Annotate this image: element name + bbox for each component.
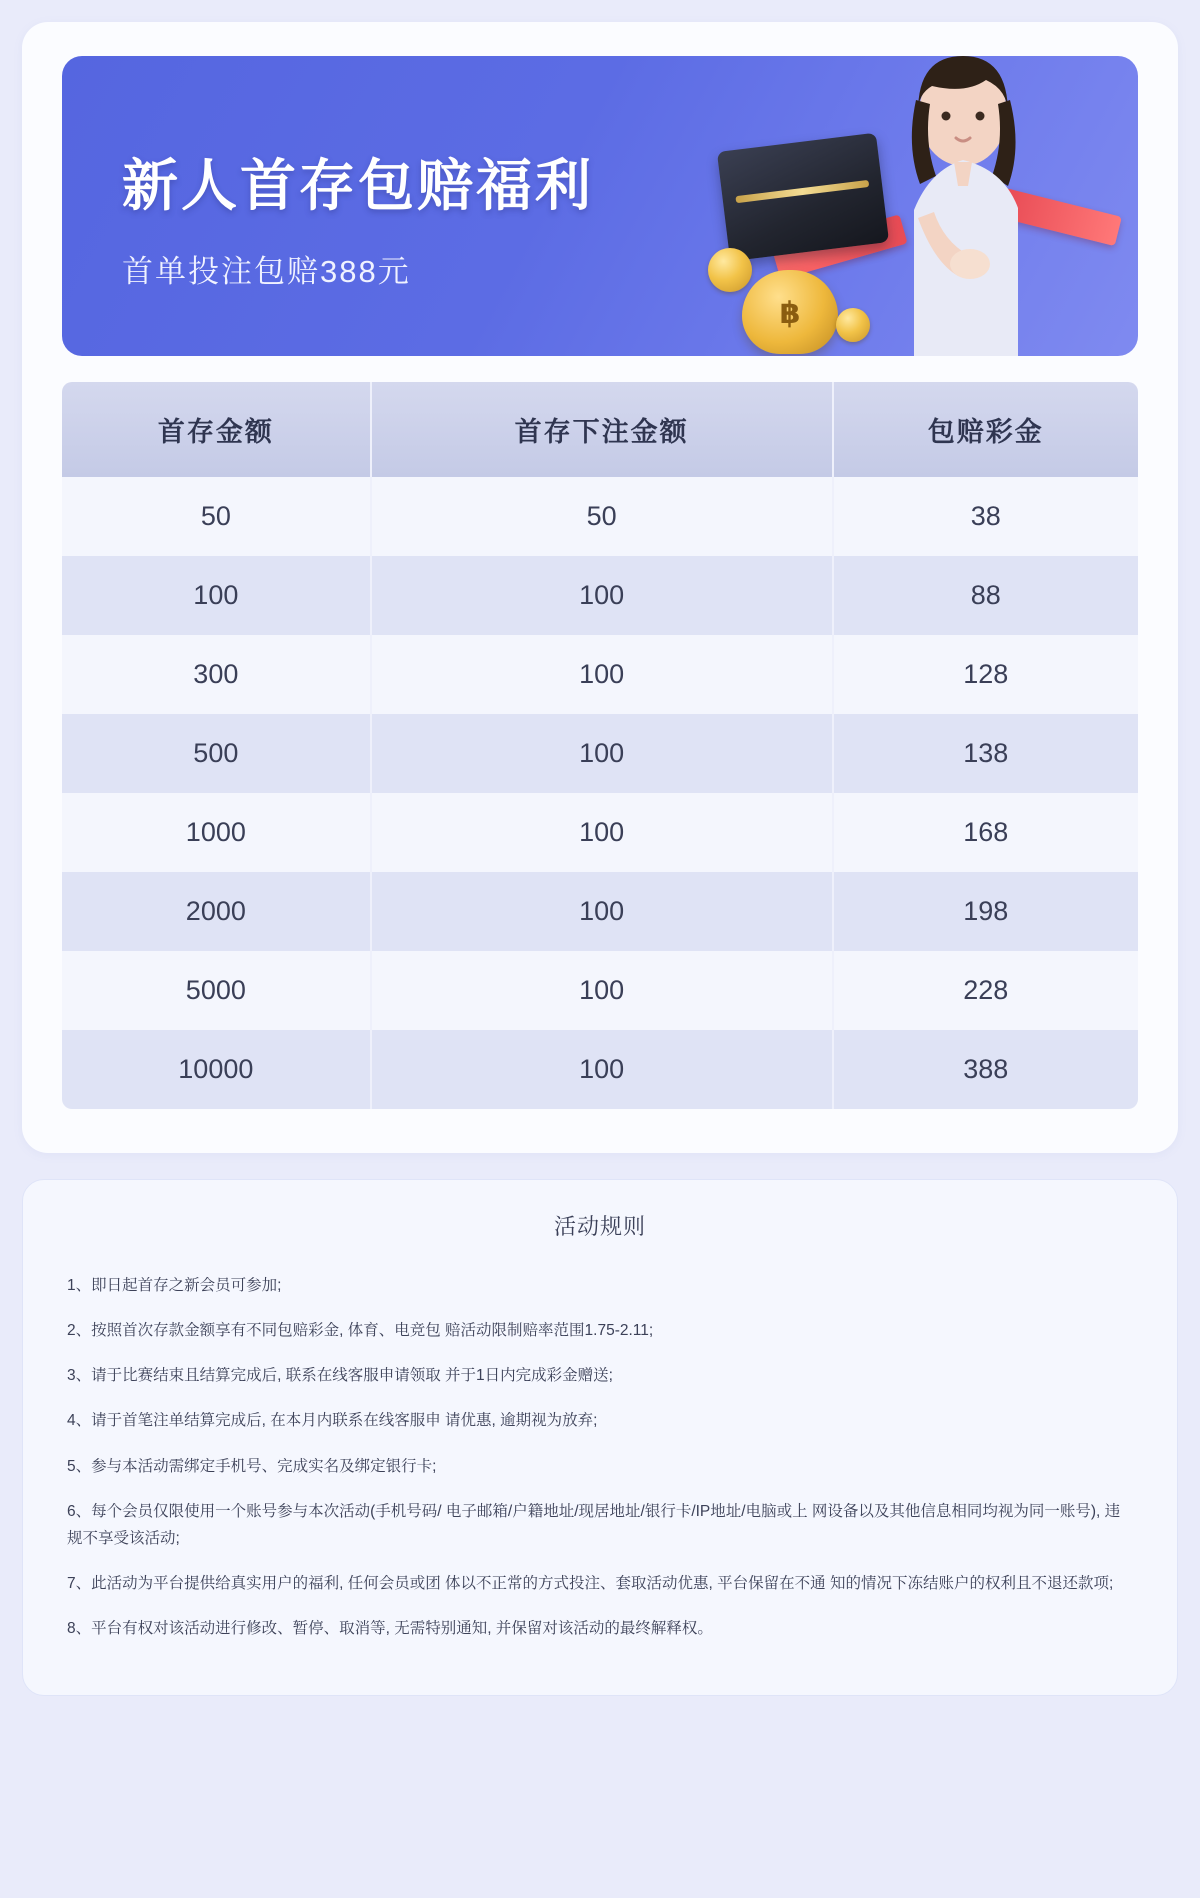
rule-item: 7、此活动为平台提供给真实用户的福利, 任何会员或团 体以不正常的方式投注、套取活动优惠, 平台保留在不通 知的情况下冻结账户的权利且不退还款项; bbox=[67, 1574, 1114, 1592]
cell-deposit: 5000 bbox=[62, 951, 372, 1030]
table-row bbox=[62, 714, 1138, 793]
reward-table bbox=[62, 382, 1138, 1109]
rule-item: 4、请于首笔注单结算完成后, 在本月内联系在线客服申 请优惠, 逾期视为放弃; bbox=[67, 1412, 598, 1430]
cell-bonus: 168 bbox=[834, 793, 1138, 872]
rule-item: 1、即日起首存之新会员可参加; bbox=[67, 1277, 282, 1294]
table-row bbox=[62, 793, 1138, 872]
table-header-bonus: 包赔彩金 bbox=[834, 382, 1138, 477]
table-header-row bbox=[62, 382, 1138, 477]
cell-bet: 50 bbox=[372, 477, 834, 556]
promotion-banner bbox=[62, 56, 1138, 356]
cell-bet: 100 bbox=[372, 556, 834, 635]
table-row bbox=[62, 1030, 1138, 1109]
cell-bet: 100 bbox=[372, 872, 834, 951]
table-row bbox=[62, 556, 1138, 635]
rule-item: 6、每个会员仅限使用一个账号参与本次活动(手机号码/ 电子邮箱/户籍地址/现居地址/银行卡/IP地址/电脑或上 网设备以及其他信息相同均视为同一账号), 违规不享受该活动; bbox=[67, 1502, 1121, 1547]
girl-illustration bbox=[858, 56, 1068, 356]
table-row bbox=[62, 951, 1138, 1030]
rule-item: 8、平台有权对该活动进行修改、暂停、取消等, 无需特别通知, 并保留对该活动的最终解释权。 bbox=[67, 1620, 713, 1637]
table-header-deposit: 首存金额 bbox=[62, 382, 372, 477]
cell-bonus: 128 bbox=[834, 635, 1138, 714]
cell-bonus: 228 bbox=[834, 951, 1138, 1030]
coin-icon bbox=[708, 248, 752, 292]
table-row bbox=[62, 635, 1138, 714]
cell-bet: 100 bbox=[372, 1030, 834, 1109]
cell-bet: 100 bbox=[372, 793, 834, 872]
cell-bonus: 198 bbox=[834, 872, 1138, 951]
rule-item: 5、参与本活动需绑定手机号、完成实名及绑定银行卡; bbox=[67, 1457, 437, 1475]
rules-title: 活动规则 bbox=[553, 1214, 646, 1239]
cell-bet: 100 bbox=[372, 714, 834, 793]
table-row bbox=[62, 477, 1138, 556]
cell-deposit: 2000 bbox=[62, 872, 372, 951]
table-row bbox=[62, 872, 1138, 951]
cell-deposit: 100 bbox=[62, 556, 372, 635]
banner-text-block bbox=[122, 142, 594, 291]
banner-title: 新人首存包赔福利 bbox=[122, 154, 594, 217]
cell-bonus: 88 bbox=[834, 556, 1138, 635]
cell-deposit: 50 bbox=[62, 477, 372, 556]
cell-bet: 100 bbox=[372, 951, 834, 1030]
reward-table-body bbox=[62, 477, 1138, 1109]
cell-bonus: 38 bbox=[834, 477, 1138, 556]
cell-bonus: 138 bbox=[834, 714, 1138, 793]
rules-card bbox=[22, 1179, 1178, 1696]
cell-deposit: 300 bbox=[62, 635, 372, 714]
rule-item: 3、请于比赛结束且结算完成后, 联系在线客服申请领取 并于1日内完成彩金赠送; bbox=[67, 1367, 613, 1385]
rule-item: 2、按照首次存款金额享有不同包赔彩金, 体育、电竞包 赔活动限制赔率范围1.75-2.11; bbox=[67, 1322, 654, 1340]
cell-bet: 100 bbox=[372, 635, 834, 714]
reward-table-head bbox=[62, 382, 1138, 477]
cell-deposit: 10000 bbox=[62, 1030, 372, 1109]
money-bag-icon bbox=[742, 270, 838, 354]
banner-subtitle: 首单投注包赔388元 bbox=[122, 254, 411, 289]
cell-deposit: 500 bbox=[62, 714, 372, 793]
table-header-bet: 首存下注金额 bbox=[372, 382, 834, 477]
cell-bonus: 388 bbox=[834, 1030, 1138, 1109]
promotion-card bbox=[22, 22, 1178, 1153]
cell-deposit: 1000 bbox=[62, 793, 372, 872]
